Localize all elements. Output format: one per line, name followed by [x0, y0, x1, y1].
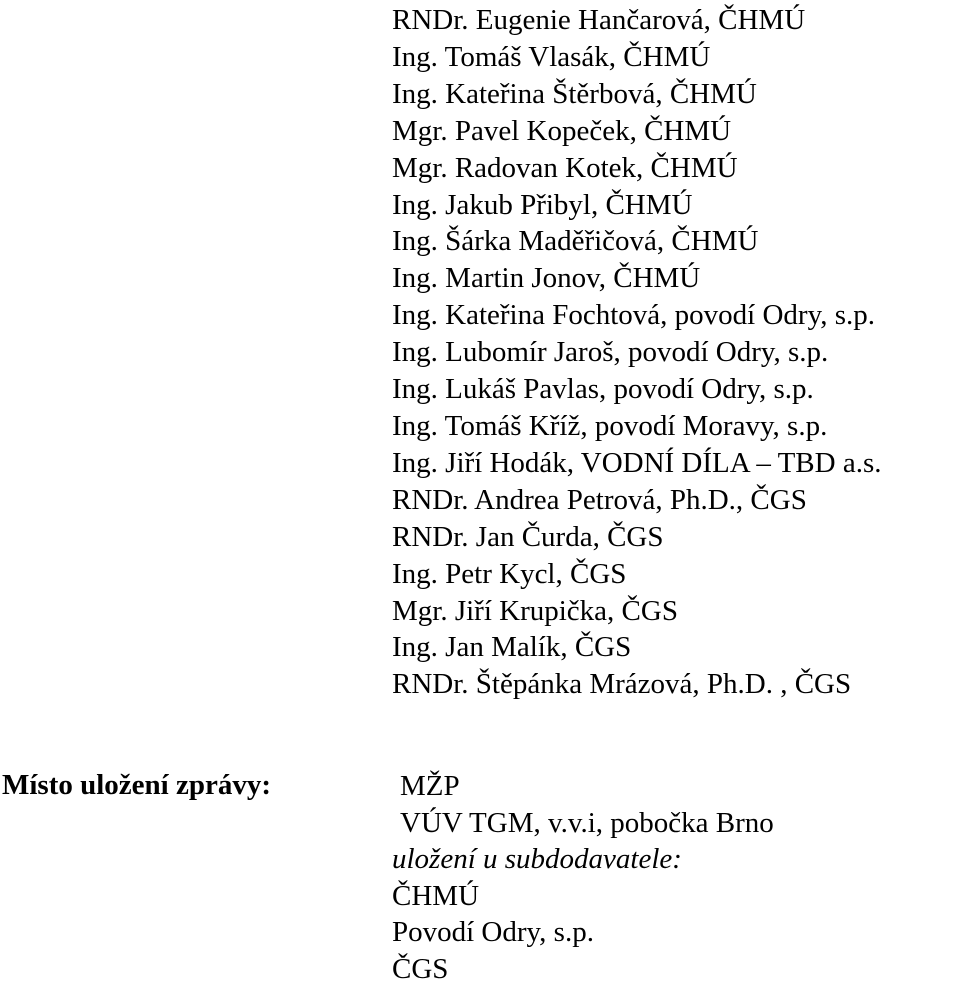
- author-line: Ing. Kateřina Fochtová, povodí Odry, s.p.: [392, 299, 875, 332]
- storage-line: ČGS: [392, 952, 449, 985]
- author-line: Ing. Lubomír Jaroš, povodí Odry, s.p.: [392, 336, 829, 369]
- author-line: Ing. Jiří Hodák, VODNÍ DÍLA – TBD a.s.: [392, 446, 882, 479]
- storage-line: ČHMÚ: [392, 879, 480, 912]
- author-line: Ing. Kateřina Štěrbová, ČHMÚ: [392, 77, 757, 110]
- author-line: Ing. Šárka Maděřičová, ČHMÚ: [392, 225, 759, 258]
- storage-label: Místo uložení zprávy:: [2, 769, 272, 801]
- storage-line: Povodí Odry, s.p.: [392, 916, 594, 948]
- storage-line: MŽP: [400, 770, 460, 802]
- author-line: Ing. Martin Jonov, ČHMÚ: [392, 262, 701, 295]
- author-line: Ing. Jakub Přibyl, ČHMÚ: [392, 188, 693, 221]
- author-line: RNDr. Štěpánka Mrázová, Ph.D. , ČGS: [392, 668, 852, 701]
- author-line: Ing. Jan Malík, ČGS: [392, 631, 632, 664]
- storage-list: [392, 768, 774, 987]
- author-line: Mgr. Jiří Krupička, ČGS: [392, 594, 678, 627]
- storage-subheading: uložení u subdodavatele:: [392, 843, 682, 875]
- author-list: [392, 2, 881, 703]
- author-line: Ing. Tomáš Kříž, povodí Moravy, s.p.: [392, 409, 828, 442]
- author-line: Ing. Tomáš Vlasák, ČHMÚ: [392, 40, 711, 73]
- storage-line: VÚV TGM, v.v.i, pobočka Brno: [400, 806, 774, 839]
- author-line: Mgr. Pavel Kopeček, ČHMÚ: [392, 114, 732, 147]
- author-line: Ing. Lukáš Pavlas, povodí Odry, s.p.: [392, 373, 814, 406]
- author-line: Ing. Petr Kycl, ČGS: [392, 557, 627, 590]
- author-line: Mgr. Radovan Kotek, ČHMÚ: [392, 151, 738, 184]
- author-line: RNDr. Andrea Petrová, Ph.D., ČGS: [392, 483, 807, 516]
- author-line: RNDr. Jan Čurda, ČGS: [392, 520, 664, 553]
- author-line: RNDr. Eugenie Hančarová, ČHMÚ: [392, 4, 806, 36]
